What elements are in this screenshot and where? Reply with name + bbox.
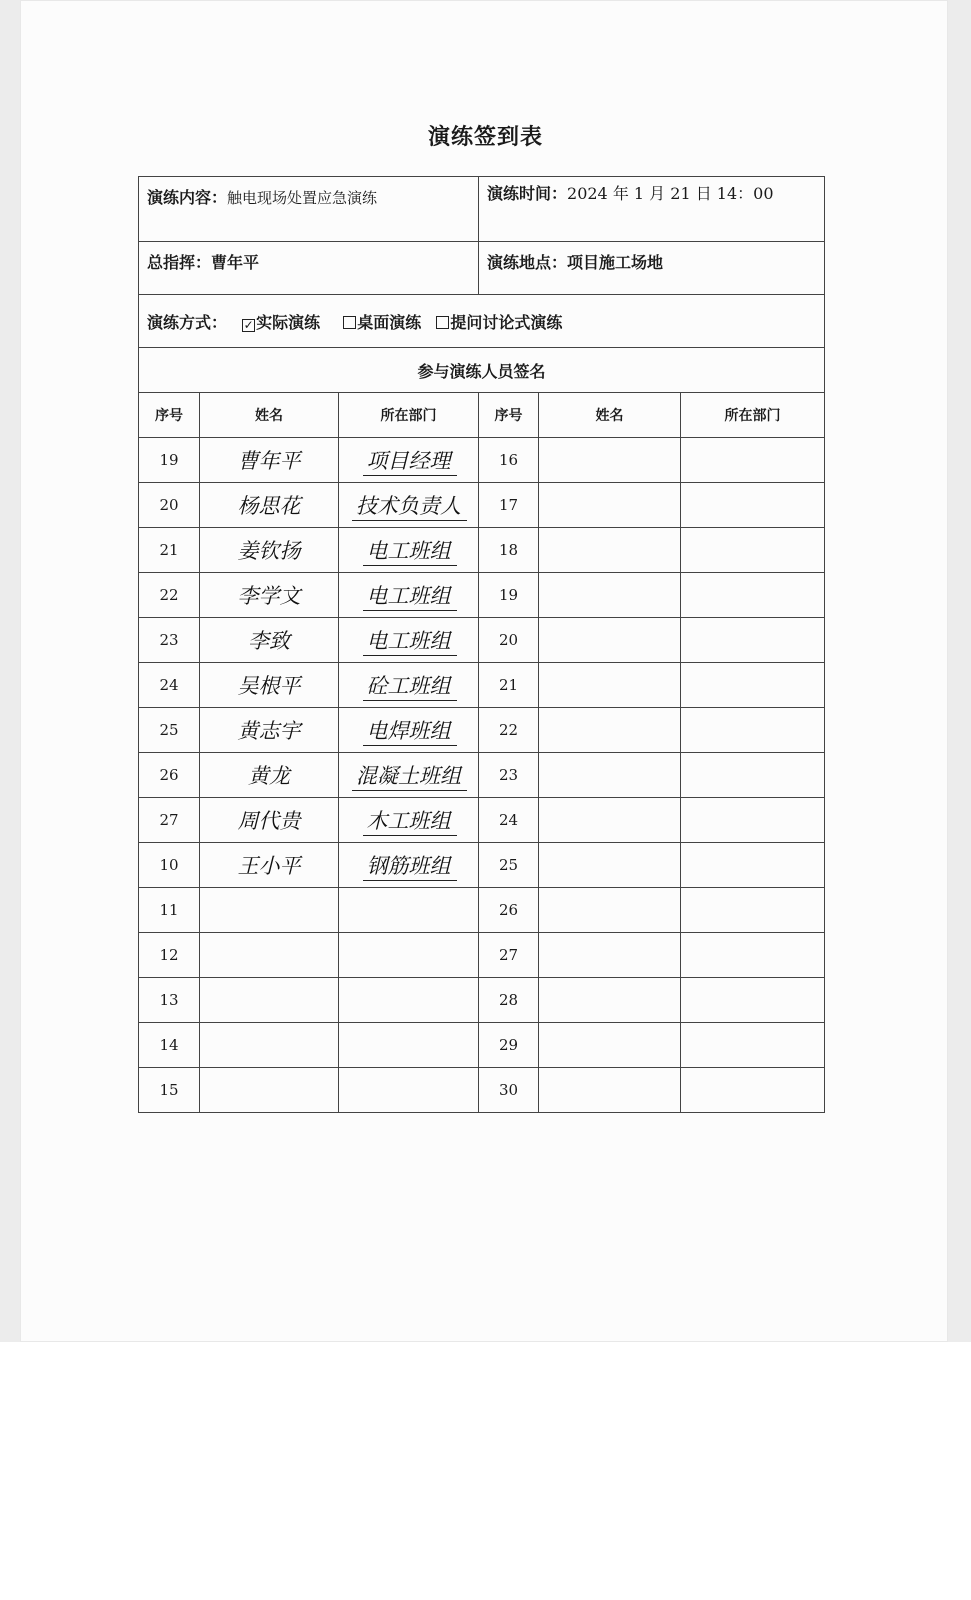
signin-form-table [138, 176, 825, 1113]
commander-cell [139, 242, 479, 295]
empty-name-cell [539, 1023, 681, 1068]
empty-name-cell [539, 528, 681, 573]
signature-name [200, 978, 339, 1023]
row-number-left: 22 [139, 573, 200, 618]
empty-name-cell [539, 618, 681, 663]
row-number-right: 23 [479, 753, 539, 798]
signature-department: 钢筋班组 [339, 843, 479, 888]
empty-department-cell [681, 933, 825, 978]
empty-department-cell [681, 978, 825, 1023]
signature-department [339, 933, 479, 978]
attendee-rows [139, 438, 825, 1113]
signature-department: 项目经理 [339, 438, 479, 483]
method-option-actual[interactable]: ✓ 实际演练 [243, 312, 321, 332]
checkbox-empty-icon[interactable] [343, 316, 356, 329]
method-row [139, 295, 825, 348]
table-row [139, 798, 825, 843]
signature-department [339, 1023, 479, 1068]
table-row [139, 933, 825, 978]
row-number-left: 20 [139, 483, 200, 528]
signature-heading-row [139, 348, 825, 393]
signature-name: 姜钦扬 [200, 528, 339, 573]
empty-department-cell [681, 528, 825, 573]
drill-time-label: 演练时间： [487, 184, 568, 203]
drill-time-cell [479, 177, 825, 242]
row-number-left: 13 [139, 978, 200, 1023]
drill-method-label: 演练方式： [147, 312, 228, 332]
row-number-left: 23 [139, 618, 200, 663]
location-label: 演练地点： [487, 253, 568, 272]
column-header-row [139, 393, 825, 438]
row-number-left: 12 [139, 933, 200, 978]
row-number-right: 22 [479, 708, 539, 753]
col-header-name-left: 姓名 [200, 393, 339, 438]
signature-name: 吴根平 [200, 663, 339, 708]
empty-name-cell [539, 573, 681, 618]
signature-department: 木工班组 [339, 798, 479, 843]
signature-department: 电工班组 [339, 573, 479, 618]
empty-department-cell [681, 843, 825, 888]
method-option-discussion[interactable]: 提问讨论式演练 [436, 313, 562, 332]
signature-name: 李致 [200, 618, 339, 663]
table-row [139, 888, 825, 933]
signature-name: 王小平 [200, 843, 339, 888]
empty-name-cell [539, 483, 681, 528]
row-number-right: 16 [479, 438, 539, 483]
signature-department: 电焊班组 [339, 708, 479, 753]
signature-department [339, 888, 479, 933]
row-number-left: 25 [139, 708, 200, 753]
signature-name: 曹年平 [200, 438, 339, 483]
row-number-left: 14 [139, 1023, 200, 1068]
commander-value: 曹年平 [211, 253, 260, 272]
row-number-right: 20 [479, 618, 539, 663]
checkbox-empty-icon[interactable] [436, 316, 449, 329]
commander-location-row [139, 242, 825, 295]
row-number-right: 30 [479, 1068, 539, 1113]
col-header-dept-right: 所在部门 [681, 393, 825, 438]
empty-department-cell [681, 573, 825, 618]
checkbox-checked-icon[interactable]: ✓ [243, 317, 254, 332]
table-row [139, 618, 825, 663]
drill-time-value: 2024 年 1 月 21 日 14：00 [567, 184, 774, 203]
table-row [139, 483, 825, 528]
row-number-right: 18 [479, 528, 539, 573]
table-row [139, 663, 825, 708]
empty-department-cell [681, 483, 825, 528]
empty-department-cell [681, 618, 825, 663]
content-time-row [139, 177, 825, 242]
row-number-right: 24 [479, 798, 539, 843]
row-number-right: 17 [479, 483, 539, 528]
signature-name [200, 1023, 339, 1068]
table-row [139, 1023, 825, 1068]
signature-department [339, 1068, 479, 1113]
col-header-no-right: 序号 [479, 393, 539, 438]
drill-content-cell [139, 177, 479, 242]
row-number-left: 19 [139, 438, 200, 483]
table-row [139, 753, 825, 798]
signature-department: 电工班组 [339, 618, 479, 663]
col-header-name-right: 姓名 [539, 393, 681, 438]
empty-name-cell [539, 843, 681, 888]
empty-name-cell [539, 933, 681, 978]
empty-department-cell [681, 708, 825, 753]
signature-name [200, 933, 339, 978]
empty-department-cell [681, 888, 825, 933]
row-number-right: 28 [479, 978, 539, 1023]
row-number-left: 27 [139, 798, 200, 843]
signature-name [200, 1068, 339, 1113]
table-row [139, 1068, 825, 1113]
table-row [139, 528, 825, 573]
drill-content-label: 演练内容： [147, 188, 228, 207]
signature-name: 黄龙 [200, 753, 339, 798]
signature-name [200, 888, 339, 933]
signature-name: 周代贵 [200, 798, 339, 843]
signature-department: 砼工班组 [339, 663, 479, 708]
table-row [139, 843, 825, 888]
col-header-dept-left: 所在部门 [339, 393, 479, 438]
commander-label: 总指挥： [147, 253, 212, 272]
location-cell [479, 242, 825, 295]
empty-name-cell [539, 1068, 681, 1113]
empty-name-cell [539, 978, 681, 1023]
row-number-right: 26 [479, 888, 539, 933]
scan-margin-right [948, 0, 971, 1342]
empty-name-cell [539, 663, 681, 708]
row-number-right: 19 [479, 573, 539, 618]
signature-heading: 参与演练人员签名 [139, 348, 825, 393]
empty-name-cell [539, 753, 681, 798]
signature-department: 电工班组 [339, 528, 479, 573]
method-option-tabletop[interactable]: 桌面演练 [343, 313, 421, 332]
table-row [139, 708, 825, 753]
location-value: 项目施工场地 [567, 253, 664, 272]
empty-department-cell [681, 1068, 825, 1113]
row-number-left: 24 [139, 663, 200, 708]
row-number-left: 26 [139, 753, 200, 798]
table-row [139, 438, 825, 483]
empty-department-cell [681, 753, 825, 798]
empty-name-cell [539, 708, 681, 753]
row-number-left: 21 [139, 528, 200, 573]
signature-department: 混凝土班组 [339, 753, 479, 798]
document-title: 演练签到表 [427, 124, 543, 150]
signature-department [339, 978, 479, 1023]
row-number-left: 15 [139, 1068, 200, 1113]
row-number-right: 29 [479, 1023, 539, 1068]
signature-name: 杨思花 [200, 483, 339, 528]
empty-name-cell [539, 888, 681, 933]
drill-content-value: 触电现场处置应急演练 [227, 189, 378, 207]
empty-department-cell [681, 798, 825, 843]
drill-method-cell [139, 295, 825, 348]
row-number-left: 11 [139, 888, 200, 933]
table-row [139, 573, 825, 618]
row-number-right: 27 [479, 933, 539, 978]
empty-department-cell [681, 438, 825, 483]
scan-margin-left [0, 0, 20, 1342]
signature-department: 技术负责人 [339, 483, 479, 528]
table-row [139, 978, 825, 1023]
empty-name-cell [539, 438, 681, 483]
row-number-left: 10 [139, 843, 200, 888]
empty-department-cell [681, 663, 825, 708]
empty-department-cell [681, 1023, 825, 1068]
row-number-right: 25 [479, 843, 539, 888]
signature-name: 黄志宇 [200, 708, 339, 753]
empty-name-cell [539, 798, 681, 843]
signature-name: 李学文 [200, 573, 339, 618]
row-number-right: 21 [479, 663, 539, 708]
col-header-no-left: 序号 [139, 393, 200, 438]
